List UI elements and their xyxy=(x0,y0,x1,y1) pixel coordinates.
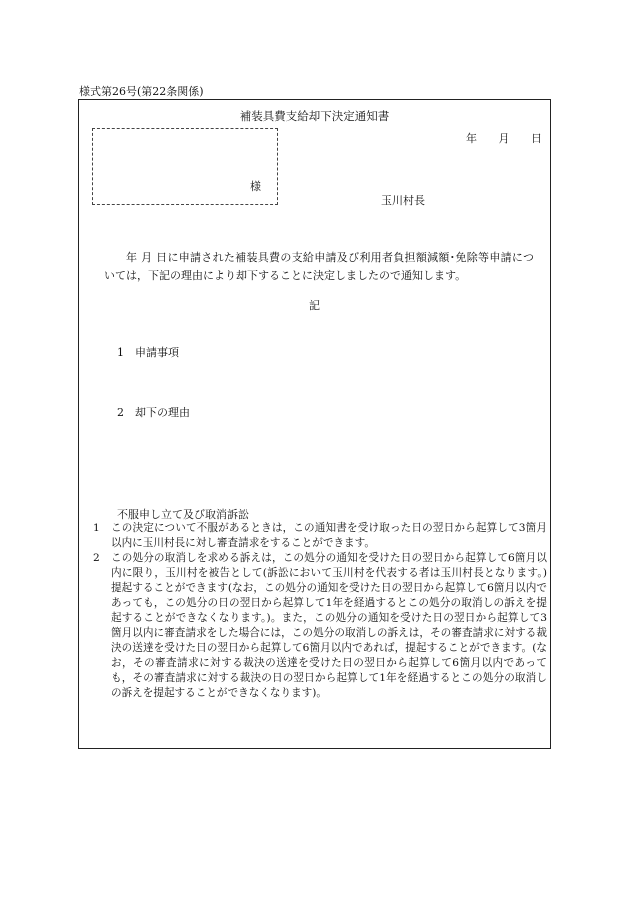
item-application xyxy=(117,344,179,360)
issuer-name: 玉川村長 xyxy=(381,194,425,207)
item-number: 1 xyxy=(117,346,124,359)
notice-frame xyxy=(78,99,551,749)
document-title: 補装具費支給却下決定通知書 xyxy=(239,109,390,123)
appeal-text: この処分の取消しを求める訴えは，この処分の通知を受けた日の翌日から起算して6箇月以内に限り，玉川村を被告として(訴訟において玉川村を代表する者は玉川村長となります。)提起することができます(なお，この処分の通知を受けた日の翌日から起算して6箇月以内であっても，この処分の日の翌日から起算して1年を経過するとこの処分の取消しの訴えを提起することができなくなります。)。また，この処分の通知を受けた日の翌日から起算して3箇月以内に審査請求をした場合には，この処分の取消しの訴えは，その審査請求に対する裁決の送達を受けた日の翌日から起算して6箇月以内であれば，提起することができます。(なお，その審査請求に対する裁決の送達を受けた日の翌日から起算して6箇月以内であっても，その審査請求に対する裁決の日の翌日から起算して1年を経過するとこの処分の取消しの訴えを提起することができなくなります)。 xyxy=(111,552,547,699)
ki-heading: 記 xyxy=(309,299,320,312)
item-label: 申請事項 xyxy=(135,346,179,359)
date-line: 年 月 日 xyxy=(466,132,542,145)
item-label: 却下の理由 xyxy=(135,406,190,419)
appeal-number: 2 xyxy=(93,552,100,564)
addressee-box xyxy=(92,128,278,205)
appeal-heading: 不服申し立て及び取消訴訟 xyxy=(117,508,249,521)
appeal-paragraph xyxy=(91,551,547,701)
appeal-number: 1 xyxy=(93,522,100,534)
addressee-suffix: 様 xyxy=(250,180,261,193)
item-number: 2 xyxy=(117,406,124,419)
form-number: 様式第26号(第22条関係) xyxy=(79,85,204,98)
item-rejection-reason xyxy=(117,404,190,420)
appeal-list xyxy=(91,521,547,701)
appeal-paragraph xyxy=(91,521,547,551)
notice-body: 年 月 日に申請された補装具費の支給申請及び利用者負担額減額･免除等申請については，下記の理由により却下することに決定しましたので通知します。 xyxy=(104,251,534,282)
appeal-text: この決定について不服があるときは，この通知書を受け取った日の翌日から起算して3箇月以内に玉川村長に対し審査請求をすることができます。 xyxy=(111,522,547,549)
